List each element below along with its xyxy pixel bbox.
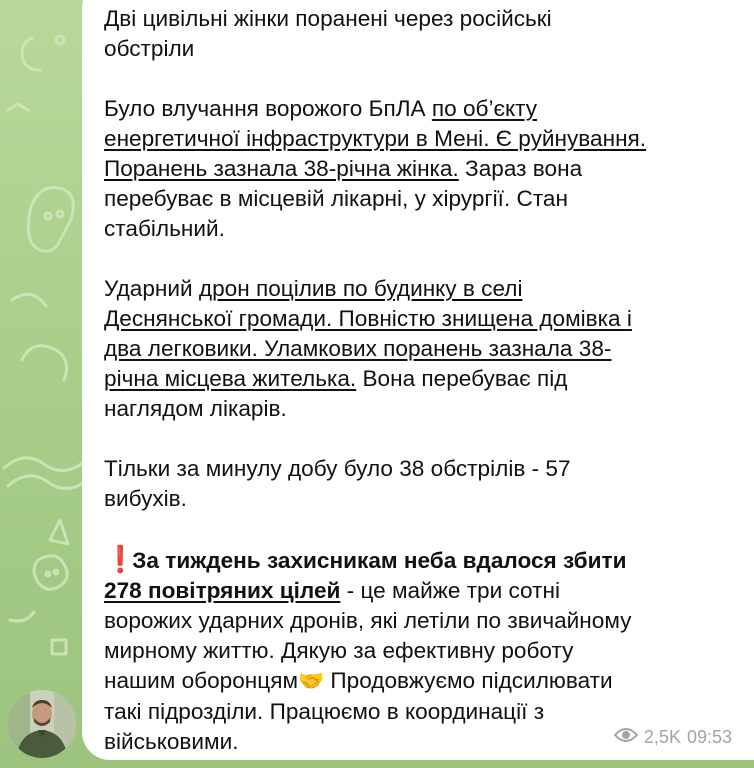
text-segment: Вона перебуває під <box>356 366 568 391</box>
link-energy-infrastructure[interactable]: по об’єкту <box>431 96 538 121</box>
text-segment: Продовжуємо підсилювати <box>324 668 613 693</box>
paragraph-5 <box>104 544 734 757</box>
text-line: перебуває в місцевій лікарні, у хірургії. Стан <box>104 186 568 211</box>
link-air-targets[interactable]: 278 повітряних цілей <box>104 578 341 603</box>
text-line: Дві цивільні жінки поранені через російські <box>104 6 552 31</box>
avatar-image <box>8 690 76 758</box>
text-line: вибухів. <box>104 486 187 511</box>
text-line <box>104 124 734 154</box>
text-line <box>104 304 734 334</box>
chat-wallpaper-doodles <box>0 0 90 768</box>
handshake-icon: 🤝 <box>298 670 325 693</box>
message-text <box>104 4 734 757</box>
text-line: військовими. <box>104 729 239 754</box>
view-count: 2,5K <box>643 727 681 747</box>
text-line <box>104 334 734 364</box>
text-line: такі підрозділи. Працюємо в координації з <box>104 699 545 724</box>
paragraph-3 <box>104 274 734 424</box>
text-segment: Зараз вона <box>458 156 583 181</box>
message-meta <box>614 727 732 748</box>
text-line: ворожих ударних дронів, які летіли по звичайному <box>104 608 632 633</box>
text-segment: - це майже три сотні <box>340 578 560 603</box>
text-line: мирному життю. Дякую за ефективну роботу <box>104 638 574 663</box>
text-line <box>104 544 734 576</box>
paragraph-4 <box>104 454 734 514</box>
text-line: стабільний. <box>104 216 225 241</box>
link-drone-strike[interactable]: дрон поцілив по будинку в селі <box>198 276 523 301</box>
text-line <box>104 274 734 304</box>
link-drone-strike-cont[interactable]: Деснянської громади. Повністю знищена домівка і <box>104 306 632 331</box>
text-line <box>104 364 734 394</box>
sender-avatar[interactable] <box>8 690 76 758</box>
text-segment: Було влучання ворожого БпЛА <box>104 96 432 121</box>
text-segment: За тиждень захисникам неба вдалося збити <box>132 548 627 573</box>
link-drone-strike-cont[interactable]: два легковики. Уламкових поранень зазнала 38- <box>104 336 612 361</box>
eye-icon <box>614 727 638 748</box>
exclamation-icon: ❗ <box>104 544 137 574</box>
text-line: обстріли <box>104 36 195 61</box>
text-line: Тільки за минулу добу було 38 обстрілів - 57 <box>104 456 571 481</box>
paragraph-1 <box>104 4 734 64</box>
text-line: наглядом лікарів. <box>104 396 287 421</box>
text-line <box>104 576 734 606</box>
text-segment: нашим оборонцям <box>104 668 298 693</box>
link-energy-infrastructure-cont[interactable]: Поранень зазнала 38-річна жінка. <box>104 156 459 181</box>
text-line <box>104 666 734 697</box>
text-line <box>104 94 734 124</box>
link-drone-strike-cont[interactable]: річна місцева жителька. <box>104 366 357 391</box>
text-line <box>104 154 734 184</box>
text-segment: Ударний <box>104 276 199 301</box>
message-time: 09:53 <box>686 727 732 747</box>
paragraph-2 <box>104 94 734 244</box>
link-energy-infrastructure-cont[interactable]: енергетичної інфраструктури в Мені. Є руйнування. <box>104 126 647 151</box>
